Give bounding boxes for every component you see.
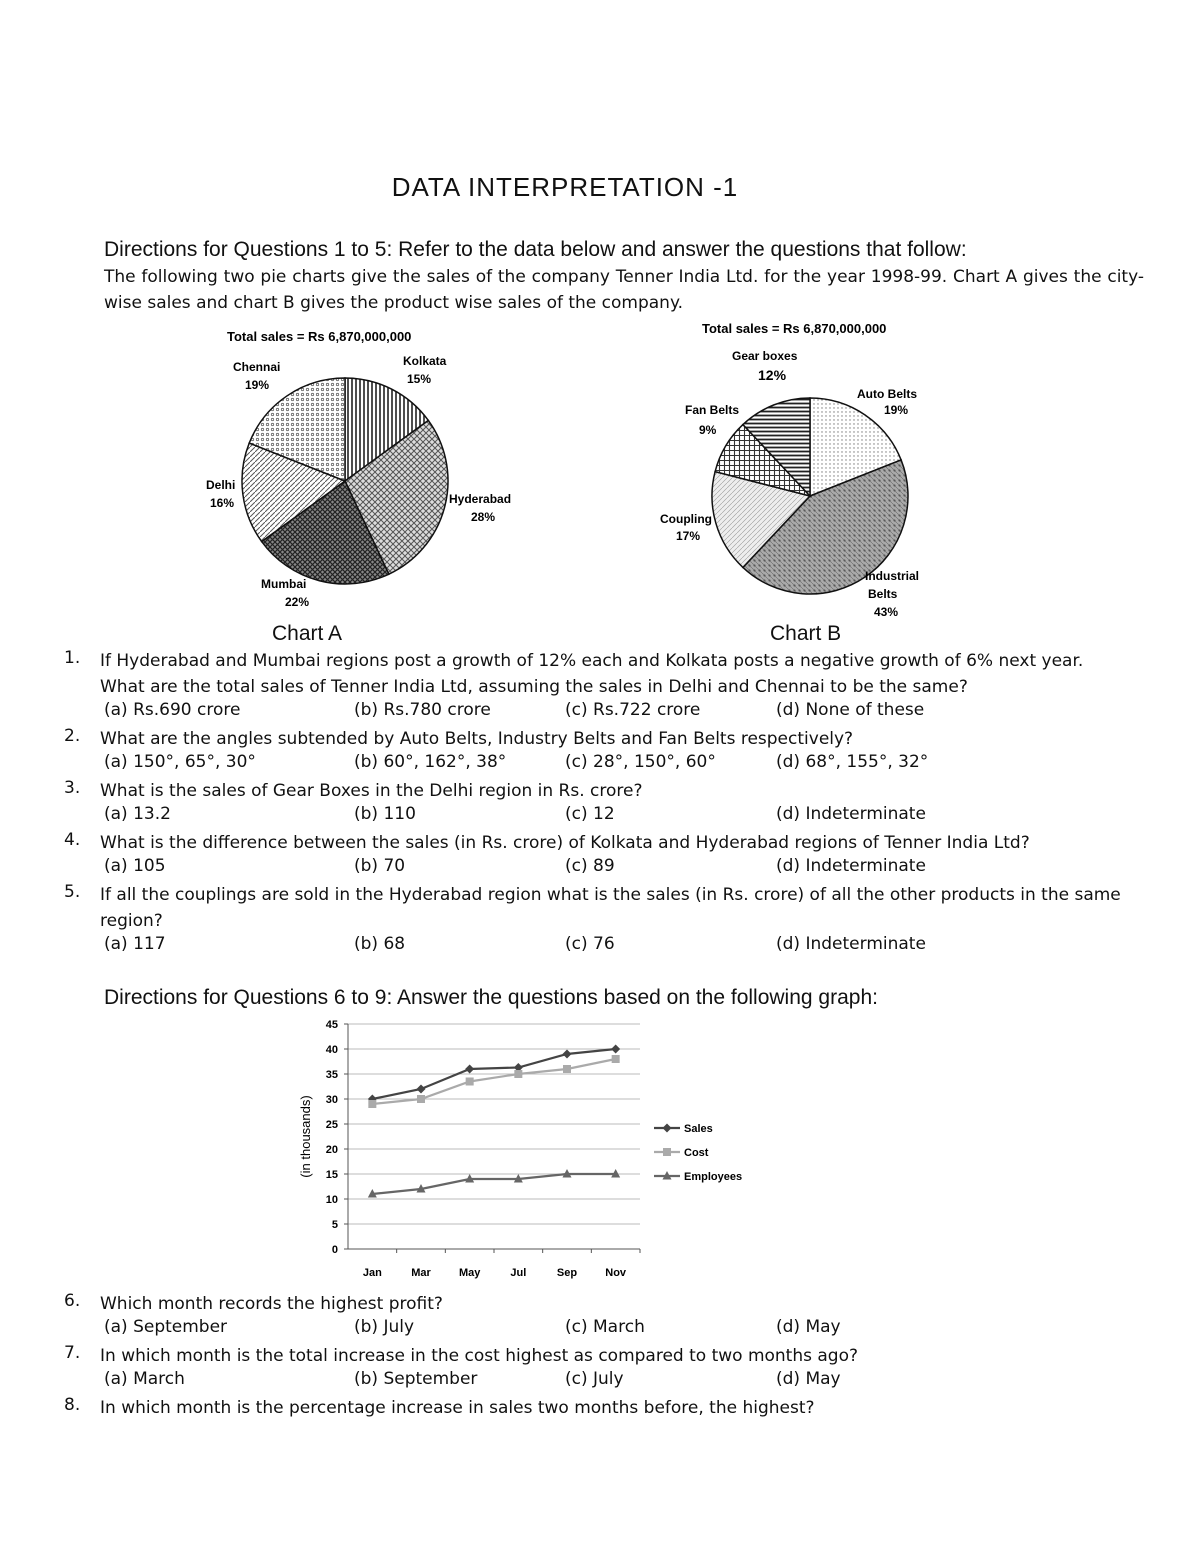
page-title: DATA INTERPRETATION -1	[391, 172, 739, 202]
chart-b-label-gear-boxes: Gear boxes	[732, 349, 798, 363]
answer-option: (a) 117	[104, 934, 166, 954]
chart-b-label-industrial: Industrial	[865, 569, 920, 583]
answer-option: (c) Rs.722 crore	[565, 700, 701, 720]
chart-a-pct-delhi: 16%	[210, 496, 235, 510]
chart-b-pct-fan-belts: 9%	[699, 423, 717, 437]
chart-a-title: Total sales = Rs 6,870,000,000	[227, 329, 412, 344]
y-tick-label: 35	[325, 1069, 338, 1081]
data-point-cost	[368, 1100, 376, 1108]
question-text: What is the difference between the sales (in Rs. crore) of Kolkata and Hyderabad regions of Tenner India Ltd?	[100, 833, 1030, 853]
question-text: Which month records the highest profit?	[100, 1294, 443, 1314]
question-text: What are the angles subtended by Auto Belts, Industry Belts and Fan Belts respectively?	[100, 729, 854, 749]
data-point-cost	[417, 1095, 425, 1103]
legend-marker-sales	[663, 1124, 672, 1133]
answer-option: (d) May	[776, 1317, 841, 1337]
chart-a-pct-hyderabad: 28%	[471, 510, 496, 524]
chart-b-label-fan-belts: Fan Belts	[685, 403, 740, 417]
answer-option: (c) 12	[565, 804, 615, 824]
y-tick-label: 30	[325, 1094, 338, 1106]
chart-b-label-belts: Belts	[868, 587, 898, 601]
directions-2: Directions for Questions 6 to 9: Answer the questions based on the following graph:	[104, 986, 878, 1009]
answer-option: (b) 70	[354, 856, 406, 876]
y-tick-label: 5	[331, 1219, 338, 1231]
question-number: 2.	[64, 726, 81, 746]
x-tick-label: Jul	[510, 1267, 527, 1279]
x-tick-label: Mar	[411, 1267, 431, 1279]
question-text: region?	[100, 911, 163, 931]
question-text: In which month is the percentage increase in sales two months before, the highest?	[100, 1398, 815, 1418]
chart-a-pct-mumbai: 22%	[285, 595, 310, 609]
answer-option: (a) Rs.690 crore	[104, 700, 241, 720]
answer-option: (a) September	[104, 1317, 228, 1337]
chart-a-label-delhi: Delhi	[206, 478, 236, 492]
question-number: 5.	[64, 882, 81, 902]
answer-option: (b) 60°, 162°, 38°	[354, 752, 507, 772]
chart-a-pie	[242, 378, 448, 584]
question-text: If Hyderabad and Mumbai regions post a growth of 12% each and Kolkata posts a negative growth of 6% next year.	[100, 651, 1084, 671]
data-point-cost	[466, 1078, 474, 1086]
x-tick-label: Nov	[605, 1267, 627, 1279]
chart-b-label-coupling: Coupling	[660, 512, 712, 526]
chart-a	[195, 322, 555, 622]
answer-option: (d) Indeterminate	[776, 856, 926, 876]
intro-paragraph: The following two pie charts give the sales of the company Tenner India Ltd. for the year 1998-99. Chart A gives the city-wise sales and chart B gives the product wise sales of the company.	[104, 267, 1144, 313]
y-tick-label: 40	[325, 1044, 338, 1056]
series-line-cost	[372, 1059, 615, 1104]
answer-option: (b) September	[354, 1369, 478, 1389]
legend-label-sales: Sales	[684, 1123, 713, 1135]
chart-b-pct-coupling: 17%	[676, 529, 701, 543]
line-chart	[290, 1012, 750, 1287]
question-number: 1.	[64, 648, 81, 668]
legend-label-employees: Employees	[684, 1171, 743, 1183]
answer-option: (c) 89	[565, 856, 615, 876]
question-number: 7.	[64, 1343, 81, 1363]
answer-option: (d) None of these	[776, 700, 925, 720]
y-tick-label: 45	[325, 1019, 338, 1031]
question-text: If all the couplings are sold in the Hyderabad region what is the sales (in Rs. crore) of all the other products in the same	[100, 885, 1121, 905]
answer-option: (d) Indeterminate	[776, 804, 926, 824]
data-point-cost	[612, 1055, 620, 1063]
directions-1: Directions for Questions 1 to 5: Refer to the data below and answer the questions that follow:	[104, 238, 967, 261]
answer-option: (d) 68°, 155°, 32°	[776, 752, 929, 772]
answer-option: (c) 28°, 150°, 60°	[565, 752, 716, 772]
question-number: 3.	[64, 778, 81, 798]
y-tick-label: 15	[325, 1169, 338, 1181]
answer-option: (a) 13.2	[104, 804, 171, 824]
question-number: 8.	[64, 1395, 81, 1415]
y-tick-label: 20	[325, 1144, 338, 1156]
answer-option: (b) Rs.780 crore	[354, 700, 491, 720]
question-text: In which month is the total increase in the cost highest as compared to two months ago?	[100, 1346, 859, 1366]
chart-b	[652, 318, 942, 623]
data-point-sales	[611, 1045, 620, 1054]
answer-option: (b) 110	[354, 804, 416, 824]
chart-b-pie	[712, 398, 908, 594]
y-tick-label: 10	[325, 1194, 338, 1206]
chart-b-label-auto-belts: Auto Belts	[857, 387, 917, 401]
chart-b-pct-gear-boxes: 12%	[758, 367, 787, 383]
answer-option: (c) March	[565, 1317, 645, 1337]
question-text: What is the sales of Gear Boxes in the Delhi region in Rs. crore?	[100, 781, 643, 801]
data-point-cost	[563, 1065, 571, 1073]
chart-a-label-chennai: Chennai	[233, 360, 281, 374]
data-point-sales	[465, 1065, 474, 1074]
data-point-sales	[563, 1050, 572, 1059]
y-axis-label: (in thousands)	[298, 1095, 313, 1178]
answer-option: (a) 150°, 65°, 30°	[104, 752, 256, 772]
answer-option: (a) March	[104, 1369, 185, 1389]
chart-a-pct-kolkata: 15%	[407, 372, 432, 386]
answer-option: (d) May	[776, 1369, 841, 1389]
chart-b-pct-auto-belts: 19%	[884, 403, 909, 417]
chart-a-label-hyderabad: Hyderabad	[449, 492, 512, 506]
answer-option: (b) 68	[354, 934, 406, 954]
x-tick-label: Jan	[362, 1267, 382, 1279]
question-text: What are the total sales of Tenner India Ltd, assuming the sales in Delhi and Chennai to be the same?	[100, 677, 968, 697]
chart-b-title: Total sales = Rs 6,870,000,000	[702, 321, 887, 336]
legend-marker-cost	[663, 1148, 671, 1156]
chart-a-caption: Chart A	[272, 622, 343, 645]
answer-option: (c) July	[565, 1369, 624, 1389]
x-tick-label: Sep	[556, 1267, 578, 1279]
answer-option: (c) 76	[565, 934, 615, 954]
x-tick-label: May	[458, 1267, 481, 1279]
series-line-employees	[372, 1174, 615, 1194]
data-point-sales	[417, 1085, 426, 1094]
question-number: 4.	[64, 830, 81, 850]
chart-b-caption: Chart B	[770, 622, 842, 645]
legend-label-cost: Cost	[684, 1147, 709, 1159]
question-number: 6.	[64, 1291, 81, 1311]
y-tick-label: 25	[325, 1119, 338, 1131]
answer-option: (a) 105	[104, 856, 166, 876]
data-point-cost	[514, 1070, 522, 1078]
chart-a-label-mumbai: Mumbai	[261, 577, 307, 591]
chart-a-pct-chennai: 19%	[245, 378, 270, 392]
answer-option: (b) July	[354, 1317, 415, 1337]
answer-option: (d) Indeterminate	[776, 934, 926, 954]
chart-b-pct-industrial: 43%	[874, 605, 899, 619]
chart-a-label-kolkata: Kolkata	[403, 354, 447, 368]
y-tick-label: 0	[331, 1244, 338, 1256]
